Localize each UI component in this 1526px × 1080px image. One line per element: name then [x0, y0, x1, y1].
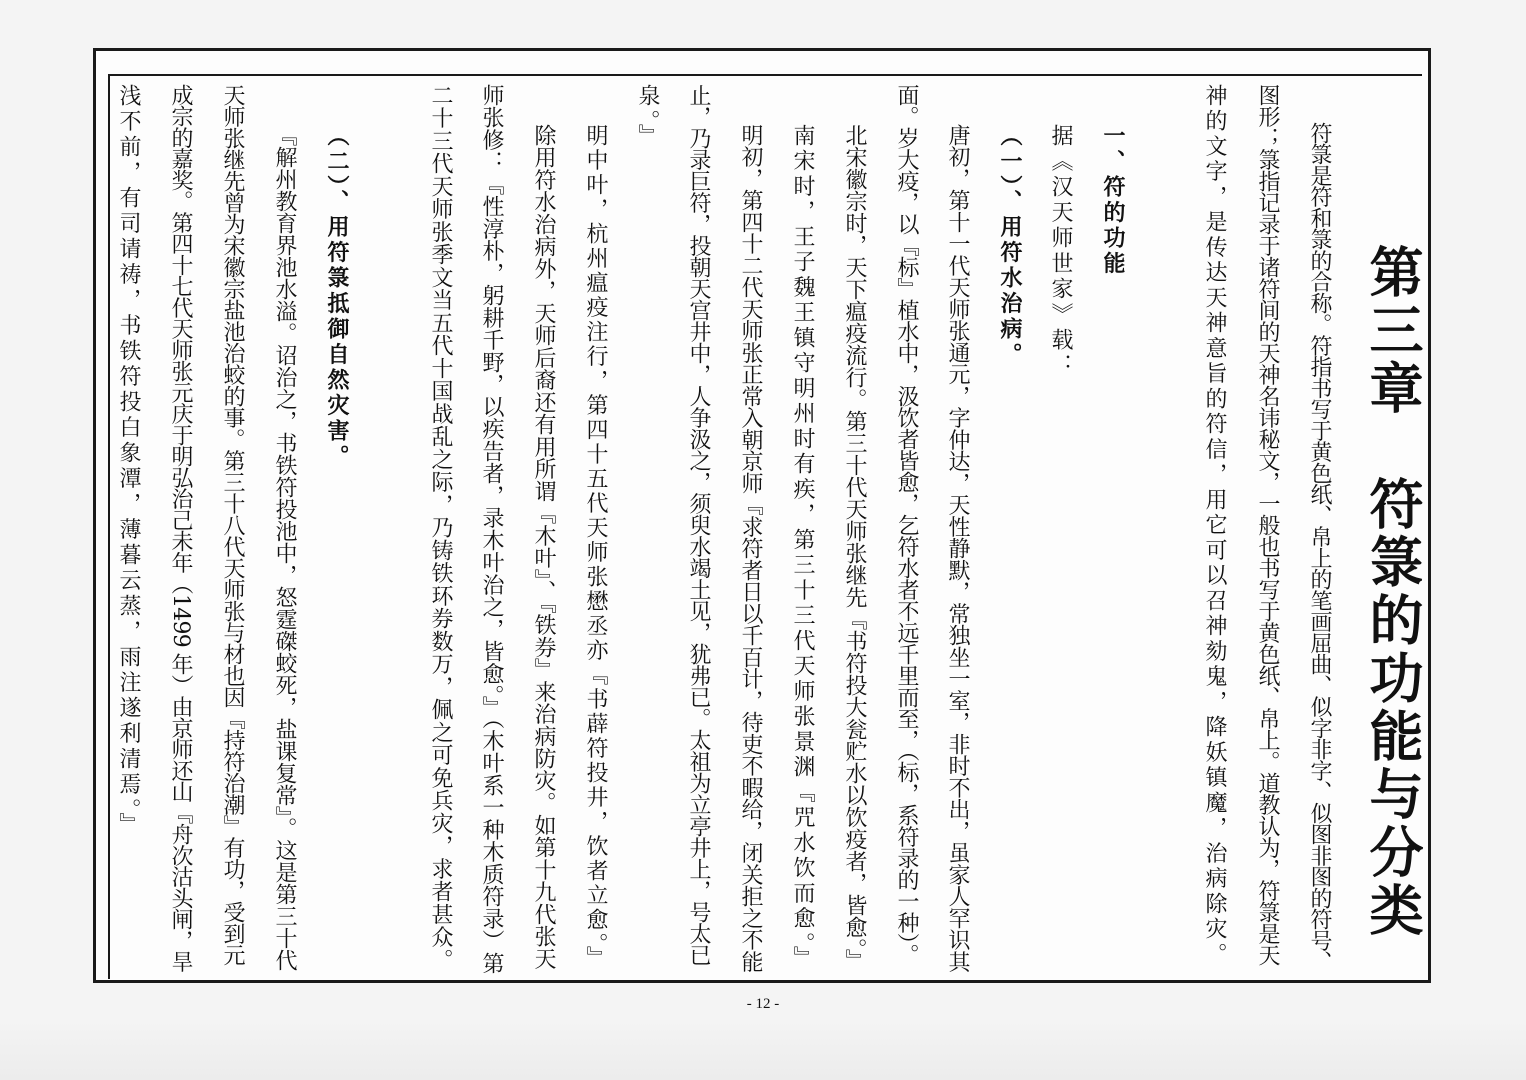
text-column: 天师张继先曾为宋徽宗盐池治蛟的事。第三十八代天师张与材也因『持符治潮』有功，受到元 — [220, 84, 245, 966]
text-column: 『解州教育界池水溢。诏治之，书铁符投池中，怒霆磔蛟死，盐课复常』。这是第三十代 — [272, 124, 297, 971]
text-column: 北宋徽宗时，天下瘟疫流行。第三十代天师张继先『书符投大瓮贮水以饮疫者，皆愈。』 — [842, 124, 867, 971]
section-heading: 一、符的功能 — [1100, 124, 1125, 277]
page-bottom-shadow — [0, 1020, 1526, 1080]
text-column: 止，乃录巨符，投朝天宫井中，人争汲之，须臾水竭土见，犹弗已。太祖为立亭井上，号太已 — [686, 84, 711, 966]
page-number: - 12 - — [746, 996, 780, 1012]
text-column: 南宋时，王子魏王镇守明州时有疾，第三十三代天师张景渊『咒水饮而愈。』 — [790, 124, 815, 972]
subsection-heading: （二）、用符箓抵御自然灾害。 — [324, 124, 349, 470]
text-column: 面。岁大疫，以『标』植水中，汲饮者皆愈，乞符水者不远千里而至，（标，系符录的一种）。 — [894, 84, 919, 965]
text-column: 浅不前，有司请祷，书铁符投白象潭，薄暮云蒸，雨注遂利清焉。』 — [116, 84, 141, 838]
text-column: 图形；箓指记录于诸符间的天神名讳秘文，一般也书写于黄色纸、帛上。道教认为，符箓是天 — [1255, 84, 1280, 966]
subsection-heading: （一）、用符水治病。 — [997, 124, 1022, 368]
text-column: 明初，第四十二代天师张正常入朝京师『求符者日以千百计，待吏不暇给，闭关拒之不能 — [738, 124, 763, 973]
text-column: 二十三代天师张季文当五代十国战乱之际，乃铸铁环券数万，佩之可免兵灾，求者甚众。 — [428, 84, 453, 972]
top-rule — [108, 74, 1422, 76]
text-column: 成宗的嘉奖。第四十七代天师张元庆于明弘治己未年（1499 年）由京师还山『舟次沽头闸，旱 — [168, 84, 193, 972]
text-column: 泉。』 — [635, 84, 660, 150]
chapter-title: 第三章 符箓的功能与分类 — [1361, 244, 1425, 940]
left-rule — [108, 74, 110, 979]
text-column: 神的文字，是传达天神意旨的符信，用它可以召神劾鬼，降妖镇魔，治病除灾。 — [1202, 84, 1227, 968]
text-column: 除用符水治病外，天师后裔还有用所谓『木叶』、『铁券』来治病防灾。如第十九代张天 — [531, 124, 556, 970]
text-column: 师张修：『性淳朴，躬耕千野，以疾告者，录木叶治之，皆愈。』（木叶系一种木质符录）第 — [479, 84, 504, 975]
text-column: 唐初，第十一代天师张通元，字仲达，天性静默，常独坐一室，非时不出，虽家人罕识其 — [945, 124, 970, 973]
text-column: 明中叶，杭州瘟疫注行，第四十五代天师张懋丞亦『书薜符投井，饮者立愈。』 — [583, 124, 608, 971]
text-column: 据《汉天师世家》载： — [1048, 124, 1073, 379]
text-column: 符箓是符和箓的合称。符指书写于黄色纸、帛上的笔画屈曲、似字非字、似图非图的符号、 — [1307, 122, 1332, 972]
